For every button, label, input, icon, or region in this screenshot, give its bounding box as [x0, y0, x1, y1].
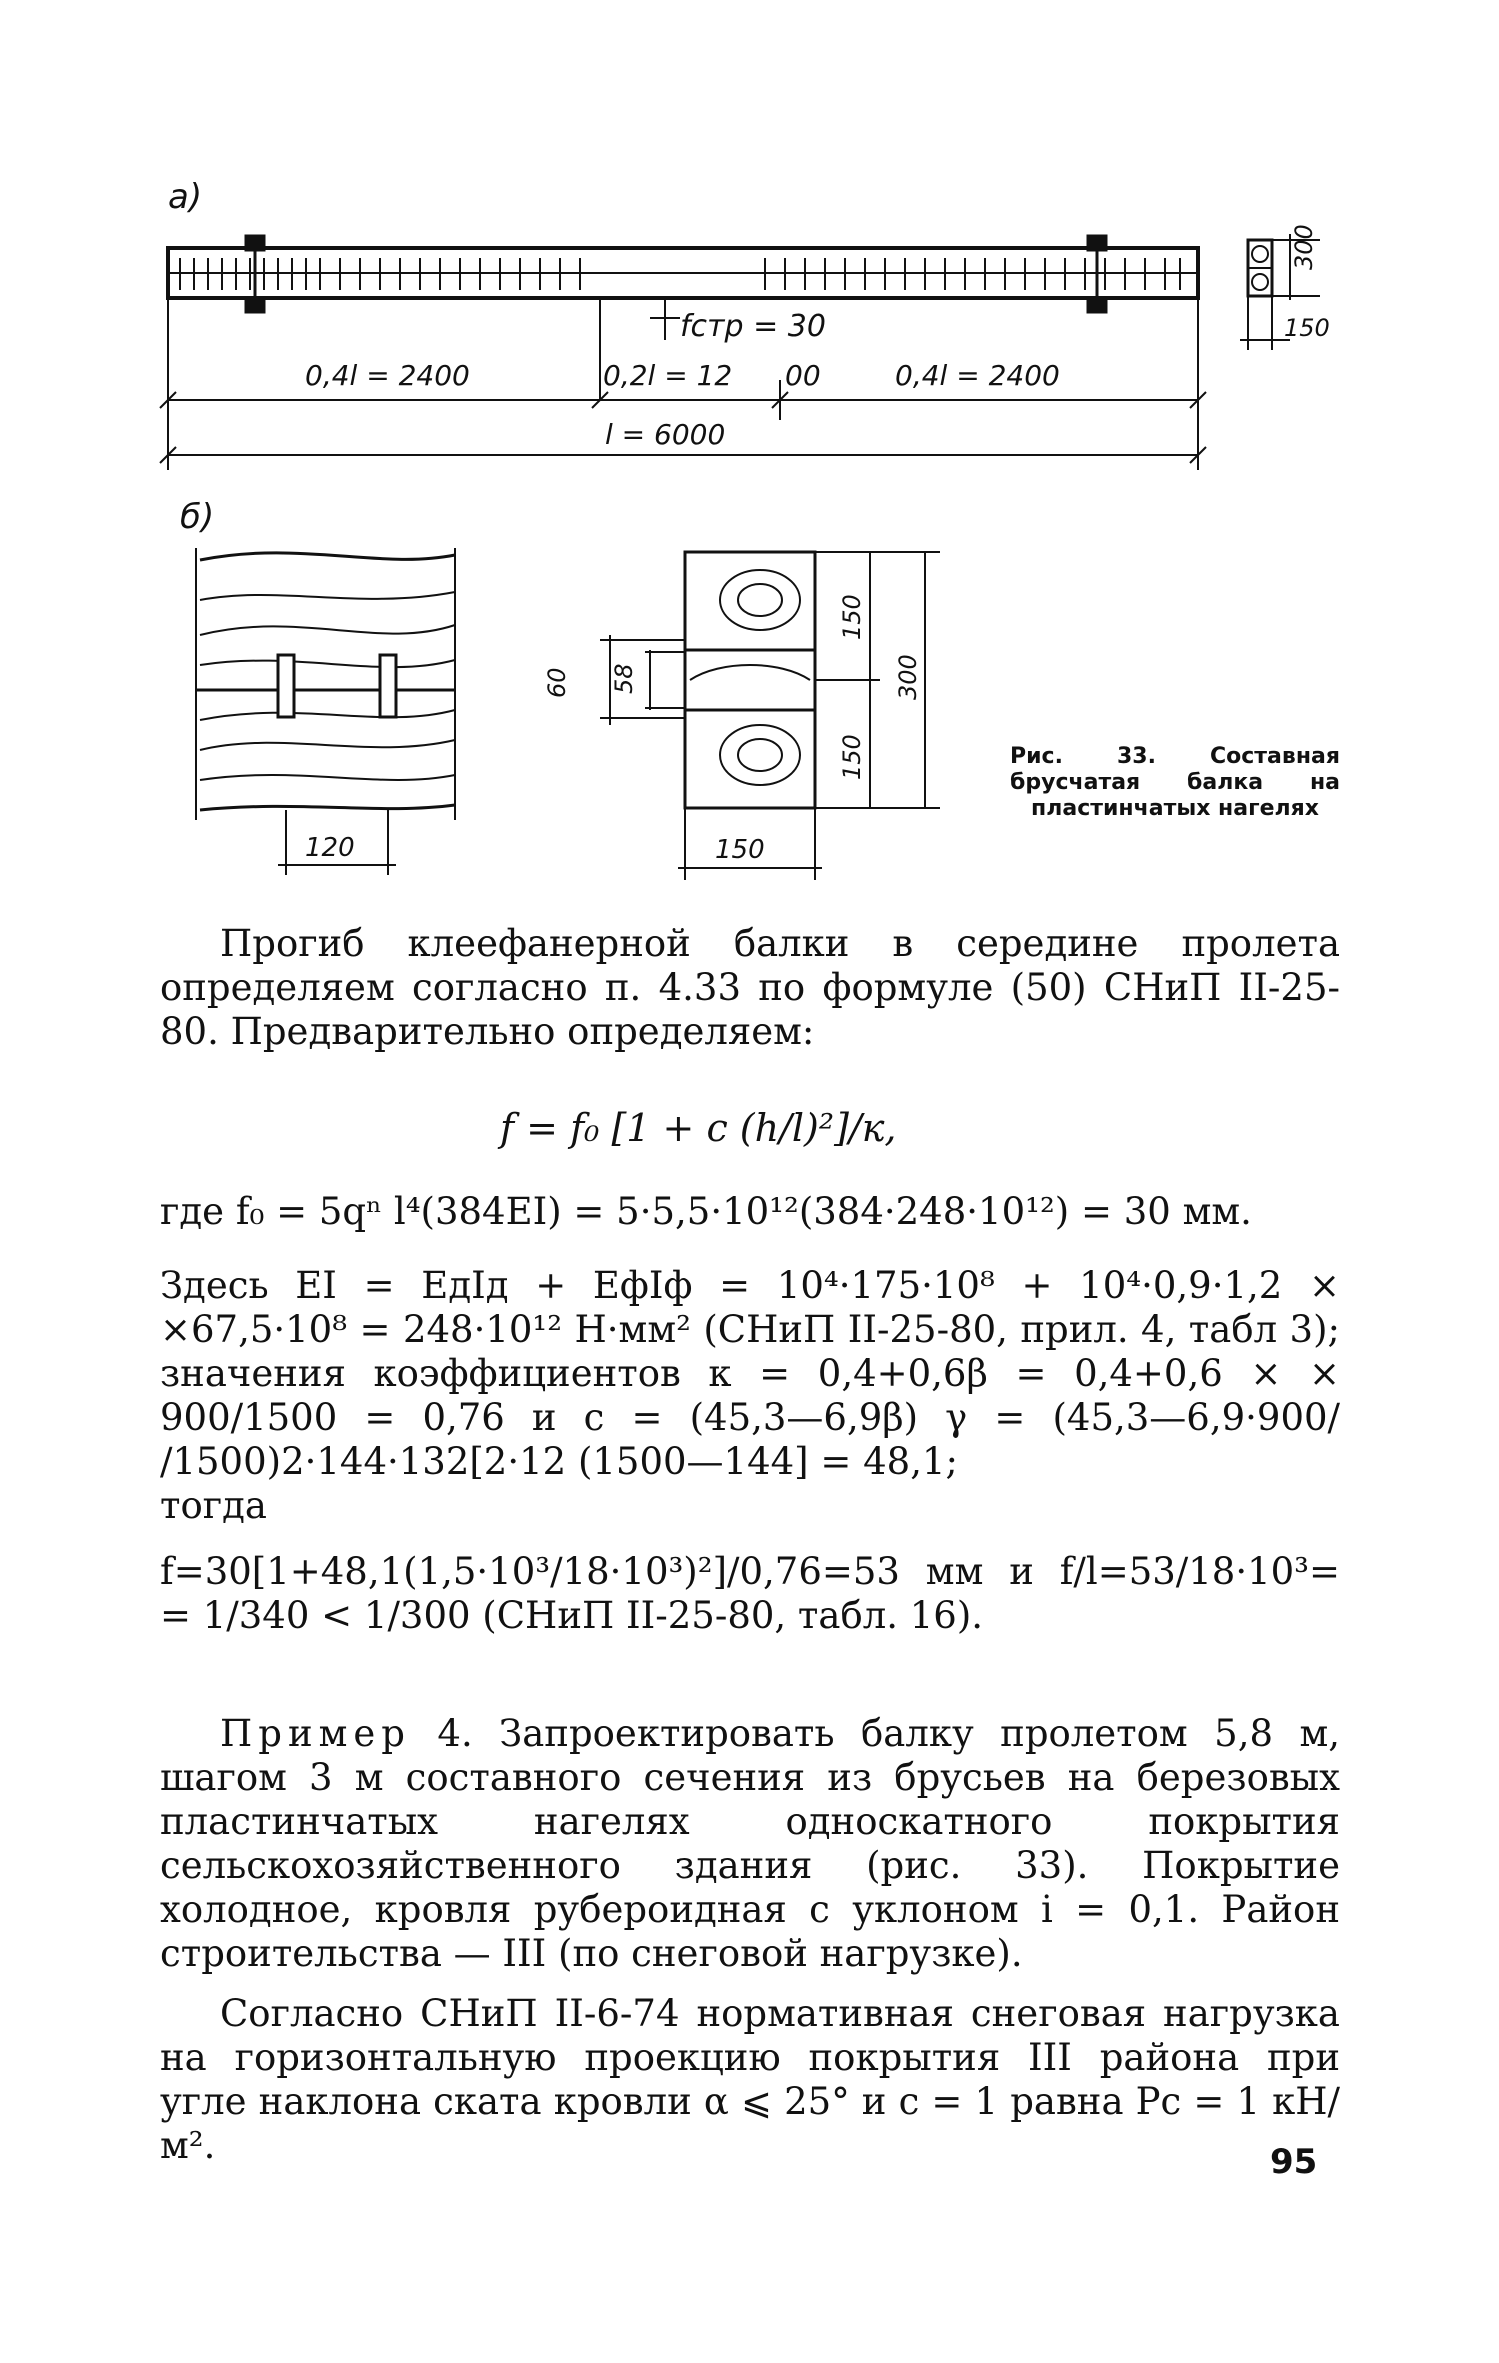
paragraph-result: f=30[1+48,1(1,5·10³/18·10³)²]/0,76=53 мм и f/l=53/18·10³= = 1/340 < 1/300 (СНиП II-25-80, табл. 16).	[160, 1550, 1340, 1637]
dim-section-b-width: 150	[715, 835, 765, 865]
dim-58: 58	[610, 663, 638, 694]
dim-detail-width: 120	[305, 833, 355, 863]
dim-section-height: 300	[1290, 224, 1318, 270]
example-body: 4. Запроектировать балку пролетом 5,8 м, шагом 3 м составного сечения из брусьев на березовых пластинчатых нагелях односкатного покрытия сельскохозяйственного здания (рис. 33). Покрытие холодное, кровля рубероидная с уклоном i = 0,1. Район строительства — III (по снеговой нагрузке).	[160, 1712, 1340, 1975]
here-text: Здесь EI = EдIд + EфIф = 10⁴·175·10⁸ + 10⁴·0,9·1,2 × ×67,5·10⁸ = 248·10¹² Н·мм² (СНиП II-25-80, прил. 4, табл 3); значения коэффициентов к = 0,4+0,6β = 0,4+0,6 × × 900/1500 = 0,76 и с = (45,3—6,9β) γ = (45,3—6,9·900/ /1500)2·144·132[2·12 (1500—144] = 48,1;	[160, 1264, 1340, 1483]
deflection-label: fстр = 30	[680, 309, 826, 344]
paragraph-example-4	[160, 1712, 1340, 1976]
page-number: 95	[1270, 2142, 1318, 2182]
then-text: тогда	[160, 1484, 267, 1527]
paragraph-snow-load: Согласно СНиП II-6-74 нормативная снеговая нагрузка на горизонтальную проекцию покрытия III района при угле наклона ската кровли α ⩽ 25° и с = 1 равна Pс = 1 кН/м².	[160, 1992, 1340, 2167]
dim-150-top: 150	[838, 594, 866, 640]
dim-section-width: 150	[1284, 314, 1330, 342]
paragraph-deflection-intro: Прогиб клеефанерной балки в середине пролета определяем согласно п. 4.33 по формуле (50) СНиП II-25-80. Предварительно определяем:	[160, 922, 1340, 1053]
figure-caption: Рис. 33. Составная брусчатая балка на пластинчатых нагелях	[1010, 744, 1340, 821]
dim-150-bottom: 150	[838, 734, 866, 780]
dim-300: 300	[894, 654, 922, 700]
panel-a-label: а)	[168, 177, 203, 217]
dim-seg-mid-b: 00	[785, 359, 821, 392]
deflection-formula: f = f₀ [1 + c (h/l)²]/к,	[500, 1106, 897, 1150]
dim-total: l = 6000	[605, 418, 726, 451]
example-word: Пример	[220, 1712, 411, 1755]
composite-section	[600, 552, 940, 880]
dim-seg-mid-a: 0,2l = 12	[603, 359, 733, 392]
nagel-detail	[196, 548, 455, 875]
panel-b-label: б)	[180, 497, 215, 537]
dim-seg-left: 0,4l = 2400	[305, 359, 470, 392]
dim-seg-right: 0,4l = 2400	[895, 359, 1060, 392]
paragraph-where: где f₀ = 5qⁿ l⁴(384EI) = 5·5,5·10¹²(384·248·10¹²) = 30 мм.	[160, 1190, 1252, 1233]
dim-60: 60	[543, 667, 571, 698]
paragraph-here	[160, 1264, 1340, 1528]
